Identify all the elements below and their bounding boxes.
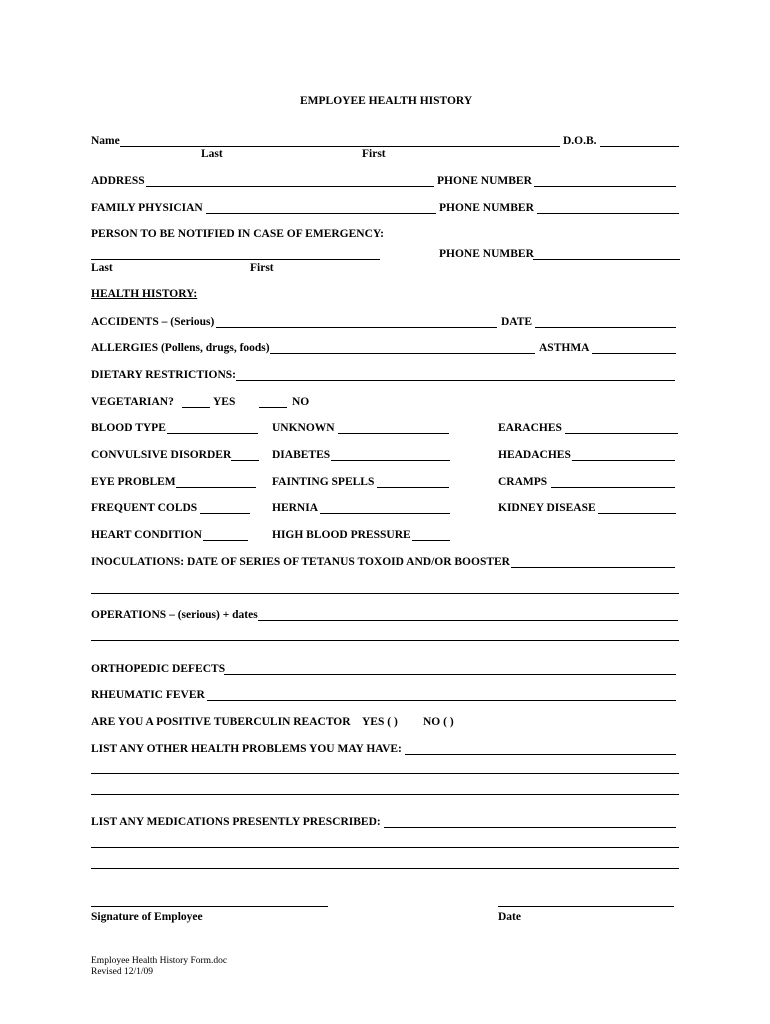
vegetarian-yes-label: YES: [213, 396, 236, 408]
inoculations-extra-line[interactable]: [91, 593, 679, 594]
kidney-field[interactable]: [598, 513, 676, 514]
earaches-label: EARACHES: [498, 422, 562, 434]
orthopedic-label: ORTHOPEDIC DEFECTS: [91, 663, 226, 675]
headaches-field[interactable]: [572, 460, 675, 461]
rheumatic-field[interactable]: [207, 700, 676, 701]
footer-filename: Employee Health History Form.doc: [91, 956, 228, 966]
tuberculin-no-option[interactable]: NO ( ): [423, 716, 454, 728]
convulsive-label: CONVULSIVE DISORDER: [91, 449, 232, 461]
name-first-caption: First: [362, 148, 386, 160]
medications-label: LIST ANY MEDICATIONS PRESENTLY PRESCRIBED:: [91, 816, 381, 828]
fainting-label: FAINTING SPELLS: [272, 476, 375, 488]
physician-phone-label: PHONE NUMBER: [439, 202, 534, 214]
signature-field[interactable]: [91, 906, 328, 907]
health-history-heading: HEALTH HISTORY:: [91, 288, 198, 300]
high-bp-label: HIGH BLOOD PRESSURE: [272, 529, 411, 541]
convulsive-field[interactable]: [231, 460, 259, 461]
asthma-field[interactable]: [592, 353, 676, 354]
eye-problem-label: EYE PROBLEM: [91, 476, 176, 488]
orthopedic-field[interactable]: [224, 674, 676, 675]
address-label: ADDRESS: [91, 175, 145, 187]
cramps-label: CRAMPS: [498, 476, 548, 488]
unknown-label: UNKNOWN: [272, 422, 335, 434]
rheumatic-label: RHEUMATIC FEVER: [91, 689, 205, 701]
address-phone-label: PHONE NUMBER: [437, 175, 532, 187]
diabetes-field[interactable]: [331, 460, 450, 461]
form-title: EMPLOYEE HEALTH HISTORY: [300, 95, 473, 107]
dob-label: D.O.B.: [563, 135, 597, 147]
emergency-phone-label: PHONE NUMBER: [439, 248, 534, 260]
signature-date-label: Date: [498, 911, 521, 923]
allergies-label: ALLERGIES (Pollens, drugs, foods): [91, 342, 270, 354]
vegetarian-no-label: NO: [292, 396, 310, 408]
emergency-label: PERSON TO BE NOTIFIED IN CASE OF EMERGENCY:: [91, 228, 384, 240]
emergency-name-field[interactable]: [91, 259, 380, 260]
frequent-colds-label: FREQUENT COLDS: [91, 502, 198, 514]
dob-field[interactable]: [600, 146, 679, 147]
heart-condition-field[interactable]: [203, 540, 248, 541]
asthma-label: ASTHMA: [539, 342, 590, 354]
inoculations-label: INOCULATIONS: DATE OF SERIES OF TETANUS TOXOID AND/OR BOOSTER: [91, 556, 510, 568]
vegetarian-no-field[interactable]: [259, 407, 287, 408]
physician-label: FAMILY PHYSICIAN: [91, 202, 203, 214]
other-problems-line-2[interactable]: [91, 773, 679, 774]
fainting-field[interactable]: [377, 487, 449, 488]
other-problems-line-3[interactable]: [91, 794, 679, 795]
signature-date-field[interactable]: [498, 906, 674, 907]
allergies-field[interactable]: [270, 353, 535, 354]
accidents-date-field[interactable]: [535, 327, 676, 328]
cramps-field[interactable]: [551, 487, 675, 488]
tuberculin-yes-option[interactable]: YES ( ): [362, 716, 398, 728]
address-field[interactable]: [146, 186, 434, 187]
operations-label: OPERATIONS – (serious) + dates: [91, 609, 258, 621]
name-field[interactable]: [120, 146, 560, 147]
blood-type-label: BLOOD TYPE: [91, 422, 166, 434]
medications-field[interactable]: [384, 827, 676, 828]
headaches-label: HEADACHES: [498, 449, 571, 461]
vegetarian-label: VEGETARIAN?: [91, 396, 174, 408]
operations-extra-line[interactable]: [91, 640, 679, 641]
emergency-last-caption: Last: [91, 262, 113, 274]
unknown-field[interactable]: [338, 433, 449, 434]
physician-phone-field[interactable]: [537, 213, 679, 214]
medications-line-2[interactable]: [91, 847, 679, 848]
footer-revised: Revised 12/1/09: [91, 967, 154, 977]
name-label: Name: [91, 135, 120, 147]
vegetarian-yes-field[interactable]: [182, 407, 210, 408]
emergency-first-caption: First: [250, 262, 274, 274]
name-last-caption: Last: [201, 148, 223, 160]
hernia-label: HERNIA: [272, 502, 319, 514]
other-problems-field[interactable]: [405, 754, 676, 755]
eye-problem-field[interactable]: [176, 487, 256, 488]
hernia-field[interactable]: [320, 513, 450, 514]
dietary-label: DIETARY RESTRICTIONS:: [91, 369, 236, 381]
tuberculin-label: ARE YOU A POSITIVE TUBERCULIN REACTOR: [91, 716, 351, 728]
accidents-field[interactable]: [216, 327, 497, 328]
address-phone-field[interactable]: [534, 186, 676, 187]
other-problems-label: LIST ANY OTHER HEALTH PROBLEMS YOU MAY HAVE:: [91, 743, 402, 755]
physician-field[interactable]: [206, 213, 436, 214]
blood-type-field[interactable]: [167, 433, 258, 434]
dietary-field[interactable]: [236, 380, 675, 381]
inoculations-field[interactable]: [511, 567, 675, 568]
diabetes-label: DIABETES: [272, 449, 331, 461]
heart-condition-label: HEART CONDITION: [91, 529, 202, 541]
earaches-field[interactable]: [565, 433, 678, 434]
kidney-label: KIDNEY DISEASE: [498, 502, 596, 514]
emergency-phone-field[interactable]: [533, 259, 680, 260]
accidents-label: ACCIDENTS – (Serious): [91, 316, 215, 328]
high-bp-field[interactable]: [412, 540, 450, 541]
accidents-date-label: DATE: [501, 316, 533, 328]
signature-label: Signature of Employee: [91, 911, 203, 923]
operations-field[interactable]: [258, 620, 678, 621]
medications-line-3[interactable]: [91, 868, 679, 869]
frequent-colds-field[interactable]: [200, 513, 250, 514]
